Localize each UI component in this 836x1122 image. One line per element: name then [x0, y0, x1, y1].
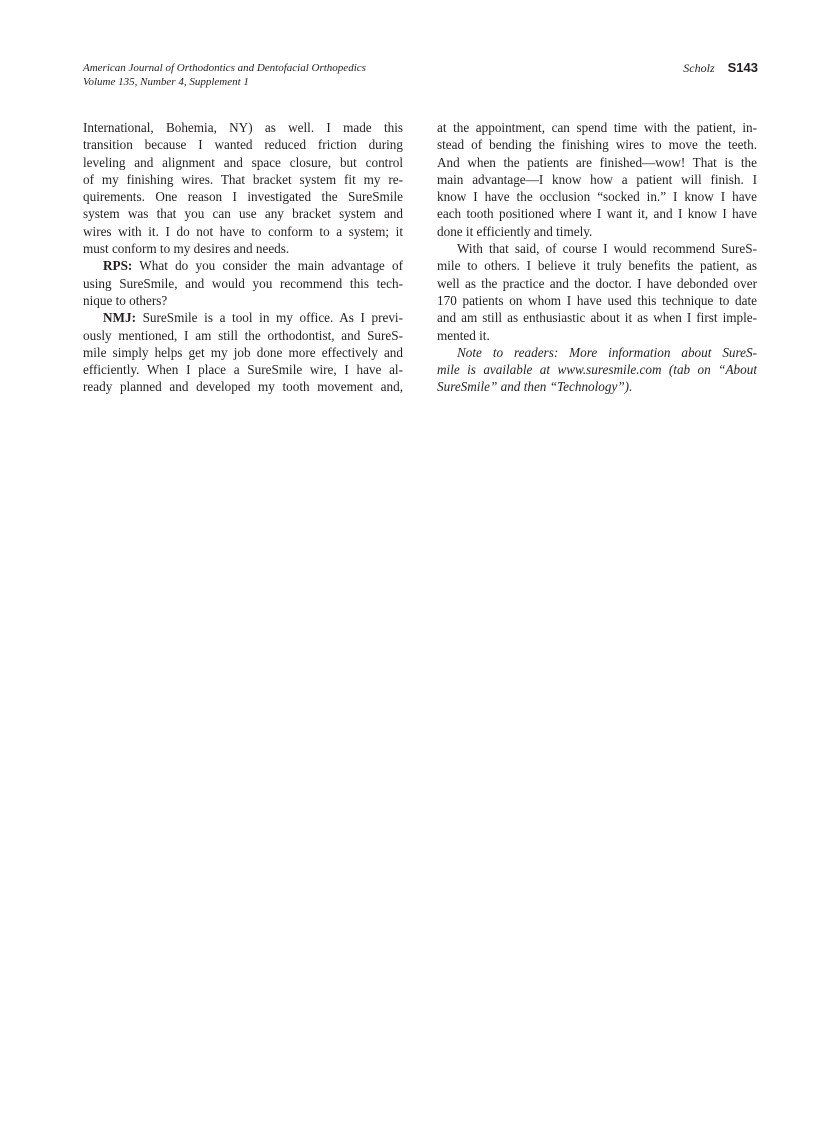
speaker-label: RPS: — [103, 258, 133, 274]
left-column — [83, 119, 403, 396]
text-line — [83, 378, 403, 395]
text-line — [83, 361, 403, 378]
line-text: transition because I wanted reduced friction during — [83, 137, 403, 153]
line-text: ready planned and developed my tooth movement and, — [83, 379, 403, 395]
line-text: ously mentioned, I am still the orthodontist, and SureS- — [83, 327, 403, 343]
text-line — [83, 344, 403, 361]
line-text: wires with it. I do not have to conform to a system; it — [83, 223, 403, 239]
text-line — [437, 378, 757, 395]
text-line — [83, 154, 403, 171]
line-text: mile is available at www.suresmile.com (tab on “About — [437, 362, 757, 378]
line-text: efficiently. When I place a SureSmile wire, I have al- — [83, 362, 403, 378]
text-line — [83, 205, 403, 222]
text-line — [83, 275, 403, 292]
line-text: must conform to my desires and needs. — [83, 241, 290, 257]
text-line — [83, 188, 403, 205]
line-text: and am still as enthusiastic about it as when I first imple- — [437, 310, 757, 326]
text-line — [83, 257, 403, 274]
journal-volume: Volume 135, Number 4, Supplement 1 — [83, 76, 249, 88]
line-text: mile simply helps get my job done more effectively and — [83, 344, 403, 360]
text-line — [437, 240, 757, 257]
page-header-right — [683, 60, 758, 76]
line-text: SureSmile is a tool in my office. As I previ- — [135, 310, 403, 326]
running-header — [83, 61, 366, 89]
line-text: at the appointment, can spend time with the patient, in- — [437, 120, 757, 135]
text-line — [437, 136, 757, 153]
speaker-label: NMJ: — [103, 310, 136, 326]
text-line — [83, 292, 403, 309]
text-line — [83, 171, 403, 188]
right-column — [437, 119, 757, 396]
text-line — [437, 292, 757, 309]
text-line — [437, 223, 757, 240]
text-line — [437, 154, 757, 171]
text-line — [437, 171, 757, 188]
text-line — [437, 257, 757, 274]
line-text: mented it. — [437, 327, 490, 343]
text-line — [437, 275, 757, 292]
line-text: And when the patients are finished—wow! That is the — [437, 154, 757, 170]
line-text: Note to readers: More information about SureS- — [457, 344, 757, 360]
line-text: each tooth positioned where I want it, and I know I have — [437, 206, 757, 222]
text-line — [83, 223, 403, 240]
line-text: system was that you can use any bracket system and — [83, 206, 403, 222]
text-line — [83, 309, 403, 326]
line-text: leveling and alignment and space closure, but control — [83, 154, 403, 170]
line-text: know I have the occlusion “socked in.” I know I have — [437, 189, 757, 205]
text-line — [83, 119, 403, 136]
line-text: mile to others. I believe it truly benefits the patient, as — [437, 258, 757, 274]
line-text: quirements. One reason I investigated the SureSmile — [83, 189, 403, 205]
line-text: stead of bending the finishing wires to move the teeth. — [437, 137, 757, 153]
journal-title: American Journal of Orthodontics and Dentofacial Orthopedics — [83, 62, 366, 74]
line-text: SureSmile” and then “Technology”). — [437, 379, 633, 395]
text-line — [83, 327, 403, 344]
line-text: With that said, of course I would recommend SureS- — [457, 241, 757, 257]
text-line — [437, 205, 757, 222]
text-line — [83, 240, 403, 257]
text-line — [83, 136, 403, 153]
page-number: S143 — [727, 60, 758, 75]
author-name: Scholz — [683, 61, 715, 75]
text-line — [437, 344, 757, 361]
line-text: nique to others? — [83, 292, 168, 308]
text-line — [437, 327, 757, 344]
line-text: using SureSmile, and would you recommend this tech- — [83, 275, 403, 291]
line-text: well as the practice and the doctor. I have debonded over — [437, 275, 757, 291]
line-text: main advantage—I know how a patient will finish. I — [437, 171, 757, 187]
text-line — [437, 309, 757, 326]
text-line — [437, 361, 757, 378]
line-text: of my finishing wires. That bracket system fit my re- — [83, 171, 403, 187]
text-line — [437, 119, 757, 136]
line-text: done it efficiently and timely. — [437, 223, 593, 239]
line-text: International, Bohemia, NY) as well. I made this — [83, 120, 403, 135]
text-line — [437, 188, 757, 205]
line-text: What do you consider the main advantage of — [132, 258, 403, 274]
line-text: 170 patients on whom I have used this technique to date — [437, 292, 757, 308]
